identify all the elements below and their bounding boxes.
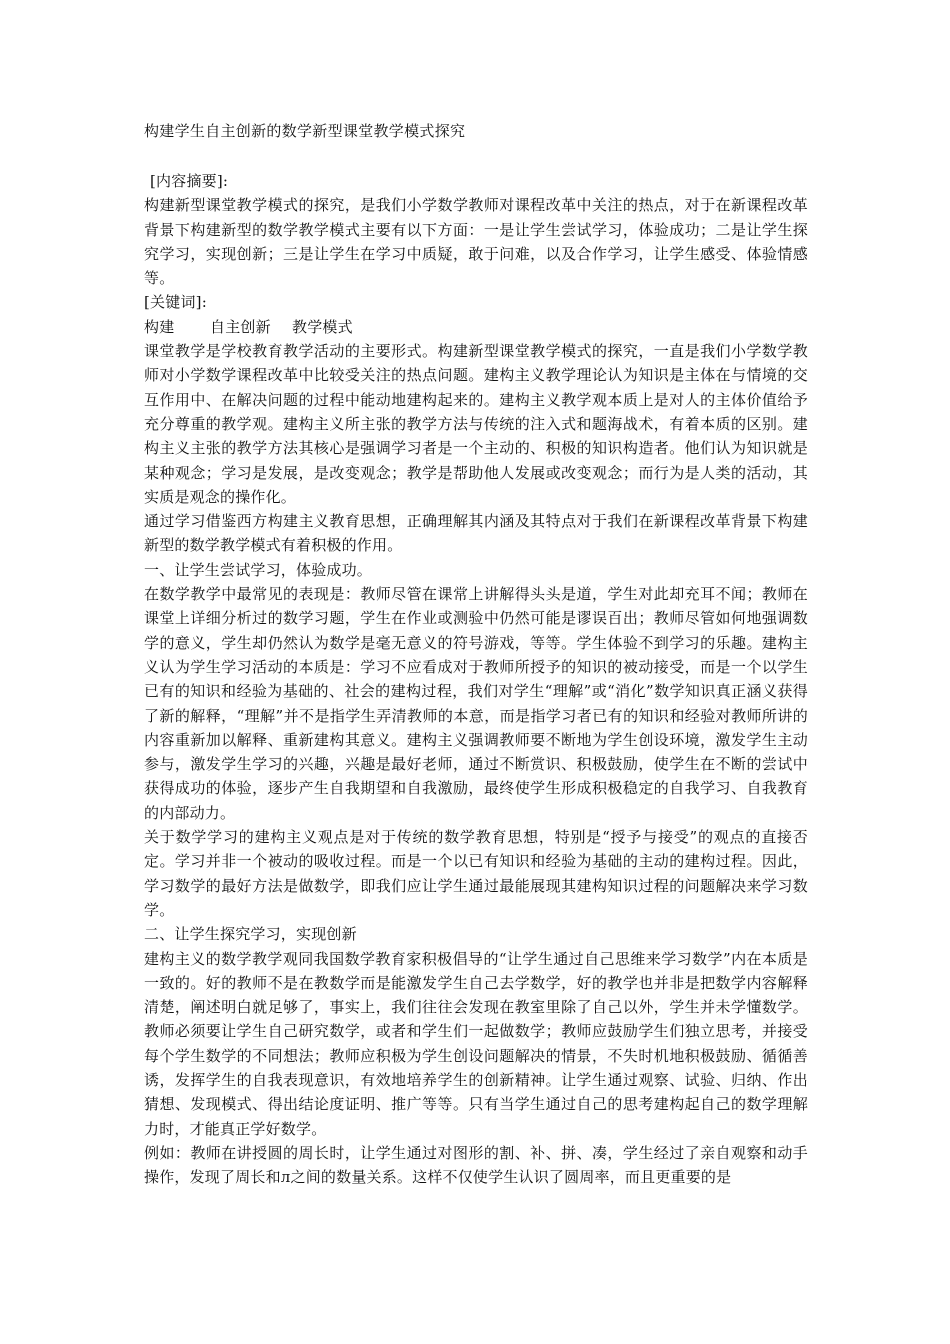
body-paragraph: 建构主义的数学教学观同我国数学教育家积极倡导的“让学生通过自己思维来学习数学”内在本质是一致的。好的教师不是在教数学而是能激发学生自己去学数学，好的教学也并非是把数学内容解释清楚，阐述明白就足够了，事实上，我们往往会发现在教室里除了自己以外，学生并未学懂数学。教师必须要让学生自己研究数学，或者和学生们一起做数学；教师应鼓励学生们独立思考，并接受每个学生数学的不同想法；教师应积极为学生创设问题解决的情景，不失时机地积极鼓励、循循善诱，发挥学生的自我表现意识，有效地培养学生的创新精神。让学生通过观察、试验、归纳、作出猜想、发现模式、得出结论度证明、推广等等。只有当学生通过自己的思考建构起自己的数学理解力时，才能真正学好数学。 bbox=[144, 949, 808, 1138]
document-title: 构建学生自主创新的数学新型课堂教学模式探究 bbox=[144, 122, 466, 140]
body-paragraph: 课堂教学是学校教育教学活动的主要形式。构建新型课堂教学模式的探究，一直是我们小学数学教师对小学数学课程改革中比较受关注的热点问题。建构主义教学理论认为知识是主体在与情境的交互作用中、在解决问题的过程中能动地建构起来的。建构主义教学观本质上是对人的主体价值给予充分尊重的教学观。建构主义所主张的教学方法与传统的注入式和题海战术，有着本质的区别。建构主义主张的教学方法其核心是强调学习者是一个主动的、积极的知识构造者。他们认为知识就是某种观念；学习是发展，是改变观念；教学是帮助他人发展或改变观念；而行为是人类的活动，其实质是观念的操作化。 bbox=[144, 342, 808, 506]
abstract-text: 构建新型课堂教学模式的探究，是我们小学数学教师对课程改革中关注的热点，对于在新课程改革背景下构建新型的数学教学模式主要有以下方面：一是让学生尝试学习，体验成功；二是让学生探究学习，实现创新；三是让学生在学习中质疑，敢于问难，以及合作学习，让学生感受、体验情感等。 bbox=[144, 196, 808, 288]
body-paragraph: 关于数学学习的建构主义观点是对于传统的数学教育思想，特别是“授予与接受”的观点的直接否定。学习并非一个被动的吸收过程。而是一个以已有知识和经验为基础的主动的建构过程。因此，学习数学的最好方法是做数学，即我们应让学生通过最能展现其建构知识过程的问题解决来学习数学。 bbox=[144, 828, 808, 919]
body-paragraph: 通过学习借鉴西方构建主义教育思想，正确理解其内涵及其特点对于我们在新课程改革背景下构建新型的数学教学模式有着积极的作用。 bbox=[144, 512, 808, 555]
section-heading: 一、让学生尝试学习，体验成功。 bbox=[144, 560, 373, 579]
body-paragraph: 在数学教学中最常见的表现是：教师尽管在课常上讲解得头头是道，学生对此却充耳不闻；教师在课堂上详细分析过的数学习题，学生在作业或测验中仍然可能是谬误百出；教师尽管如何地强调数学的意义，学生却仍然认为数学是毫无意义的符号游戏，等等。学生体验不到学习的乐趣。建构主义认为学生学习活动的本质是：学习不应看成对于教师所授予的知识的被动接受，而是一个以学生已有的知识和经验为基础的、社会的建构过程，我们对学生“理解”或“消化”数学知识真正涵义获得了新的解释，“理解”并不是指学生弄清教师的本意，而是指学习者已有的知识和经验对教师所讲的内容重新加以解释、重新建构其意义。建构主义强调教师要不断地为学生创设环境，激发学生主动参与，激发学生学习的兴趣，兴趣是最好老师，通过不断赏识、积极鼓励，使学生在不断的尝试中获得成功的体验，逐步产生自我期望和自我激励，最终使学生形成积极稳定的自我学习、自我教育的内部动力。 bbox=[144, 585, 808, 822]
keyword-item: 自主创新 bbox=[210, 317, 271, 336]
abstract-label: [内容摘要]: bbox=[150, 172, 229, 190]
document-page bbox=[144, 120, 808, 1189]
keyword-item: 教学模式 bbox=[292, 317, 353, 336]
keyword-item: 构建 bbox=[144, 317, 175, 336]
keywords-line bbox=[144, 315, 808, 339]
body-paragraph: 例如：教师在讲授圆的周长时，让学生通过对图形的割、补、拼、凑，学生经过了亲自观察和动手操作，发现了周长和л之间的数量关系。这样不仅使学生认识了圆周率，而且更重要的是 bbox=[144, 1143, 808, 1187]
keywords-label: [关键词]: bbox=[144, 293, 207, 312]
section-heading: 二、让学生探究学习，实现创新 bbox=[144, 925, 357, 944]
